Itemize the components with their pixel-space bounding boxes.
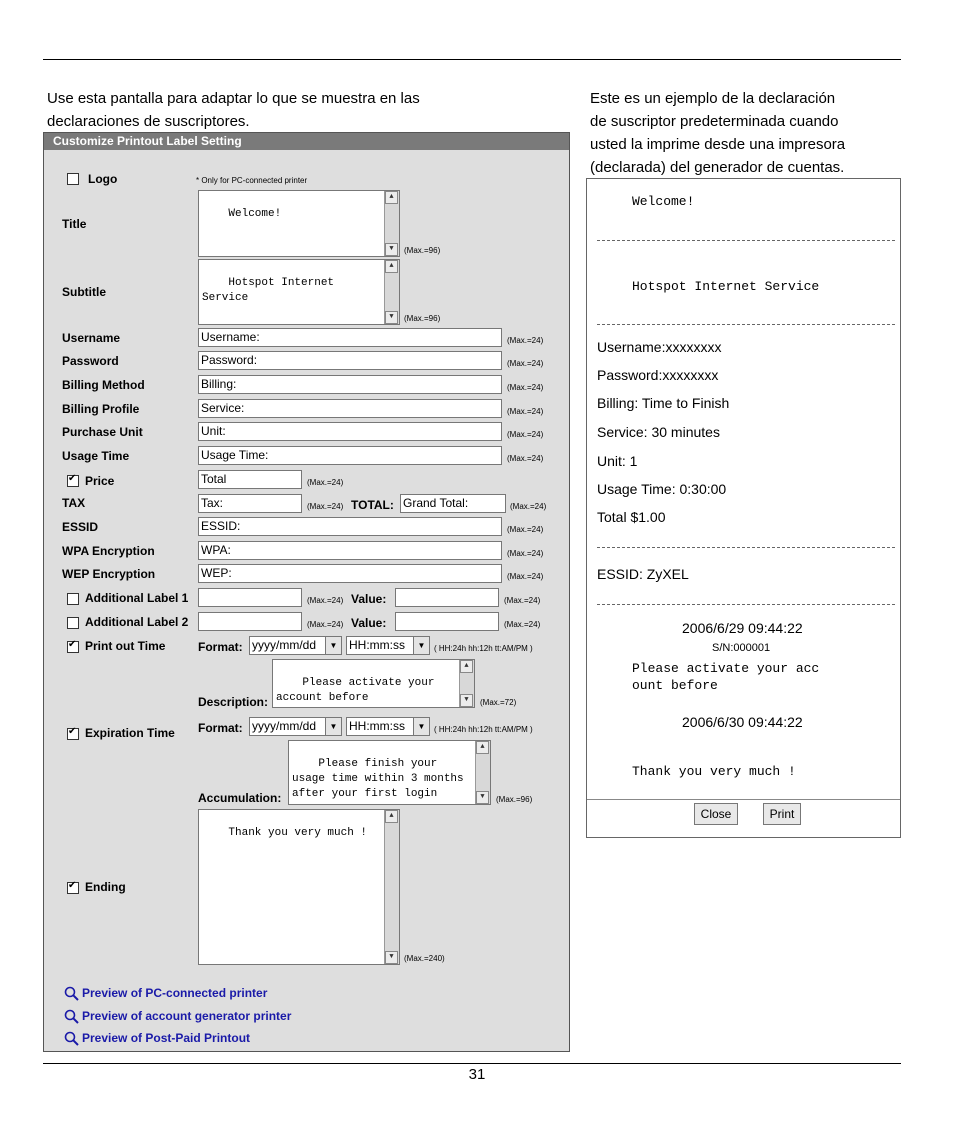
- subtitle-scrollbar[interactable]: [384, 260, 399, 324]
- magnifier-icon[interactable]: [64, 986, 79, 1001]
- sample-password: Password:xxxxxxxx: [597, 367, 719, 383]
- wep-encryption-input[interactable]: WEP:: [198, 564, 502, 583]
- sample-print-time: 2006/6/29 09:44:22: [682, 620, 803, 636]
- sample-service: Service: 30 minutes: [597, 424, 720, 440]
- description-textarea[interactable]: [272, 659, 475, 708]
- scroll-down-icon[interactable]: ▼: [385, 951, 398, 964]
- tax-input[interactable]: Tax:: [198, 494, 302, 513]
- usage-time-max: (Max.=24): [507, 454, 544, 463]
- expiration-date-format-value: yyyy/mm/dd: [252, 719, 317, 733]
- divider: [597, 604, 895, 605]
- chevron-down-icon[interactable]: ▼: [325, 718, 341, 735]
- sample-essid: ESSID: ZyXEL: [597, 566, 689, 582]
- additional-label-1-label: Additional Label 1: [85, 591, 189, 605]
- sample-unit: Unit: 1: [597, 453, 638, 469]
- chevron-down-icon[interactable]: ▼: [325, 637, 341, 654]
- purchase-unit-label: Purchase Unit: [62, 425, 143, 439]
- preview-post-paid-link[interactable]: Preview of Post-Paid Printout: [82, 1031, 251, 1045]
- magnifier-icon[interactable]: [64, 1009, 79, 1024]
- password-max: (Max.=24): [507, 359, 544, 368]
- title-textarea-value: Welcome!: [228, 208, 282, 220]
- additional-label-1-input[interactable]: [198, 588, 302, 607]
- divider: [597, 324, 895, 325]
- wpa-encryption-input[interactable]: WPA:: [198, 541, 502, 560]
- accumulation-max: (Max.=96): [496, 795, 533, 804]
- intro-left-line-1: Use esta pantalla para adaptar lo que se muestra en las: [47, 90, 420, 107]
- logo-note: * Only for PC-connected printer: [196, 176, 308, 185]
- logo-label: Logo: [88, 172, 118, 186]
- billing-method-max: (Max.=24): [507, 383, 544, 392]
- accumulation-textarea[interactable]: [288, 740, 491, 805]
- expiration-date-format-select[interactable]: [249, 717, 342, 736]
- billing-profile-max: (Max.=24): [507, 407, 544, 416]
- wep-encryption-label: WEP Encryption: [62, 567, 156, 581]
- additional-label-2-checkbox[interactable]: [67, 617, 79, 629]
- scroll-down-icon[interactable]: ▼: [460, 694, 473, 707]
- total-max: (Max.=24): [510, 502, 547, 511]
- additional-value-1-max: (Max.=24): [504, 596, 541, 605]
- customize-printout-panel: [43, 132, 570, 1052]
- sample-usage-time: Usage Time: 0:30:00: [597, 481, 727, 497]
- divider: [597, 240, 895, 241]
- description-label: Description:: [198, 695, 269, 709]
- billing-profile-label: Billing Profile: [62, 402, 140, 416]
- ending-checkbox[interactable]: [67, 882, 79, 894]
- expiration-time-label: Expiration Time: [85, 726, 175, 740]
- magnifier-icon[interactable]: [64, 1031, 79, 1046]
- billing-method-input[interactable]: Billing:: [198, 375, 502, 394]
- ending-max: (Max.=240): [404, 954, 445, 963]
- additional-value-1-label: Value:: [351, 592, 387, 606]
- sample-subtitle: Hotspot Internet Service: [632, 279, 820, 294]
- chevron-down-icon[interactable]: ▼: [413, 718, 429, 735]
- sample-billing: Billing: Time to Finish: [597, 395, 730, 411]
- username-label: Username: [62, 331, 121, 345]
- purchase-unit-input[interactable]: Unit:: [198, 422, 502, 441]
- title-label: Title: [62, 217, 87, 231]
- additional-value-2-input[interactable]: [395, 612, 499, 631]
- intro-right-line-2: de suscriptor predeterminada cuando: [590, 113, 839, 130]
- additional-label-1-max: (Max.=24): [307, 596, 344, 605]
- username-max: (Max.=24): [507, 336, 544, 345]
- billing-profile-input[interactable]: Service:: [198, 399, 502, 418]
- essid-input[interactable]: ESSID:: [198, 517, 502, 536]
- sample-activate-line-1: Please activate your acc: [632, 661, 820, 676]
- title-scrollbar[interactable]: [384, 191, 399, 256]
- wpa-encryption-label: WPA Encryption: [62, 544, 155, 558]
- tax-label: TAX: [62, 496, 86, 510]
- additional-label-2-max: (Max.=24): [307, 620, 344, 629]
- purchase-unit-max: (Max.=24): [507, 430, 544, 439]
- intro-right: [590, 87, 845, 179]
- usage-time-label: Usage Time: [62, 449, 130, 463]
- price-input[interactable]: Total: [198, 470, 302, 489]
- print-time-format-value: HH:mm:ss: [349, 638, 405, 652]
- sample-button-bar: [587, 799, 900, 800]
- print-format-label: Format:: [198, 640, 243, 654]
- title-max: (Max.=96): [404, 246, 441, 255]
- scroll-up-icon[interactable]: ▲: [460, 660, 473, 673]
- sample-expire-time: 2006/6/30 09:44:22: [682, 714, 803, 730]
- subtitle-max: (Max.=96): [404, 314, 441, 323]
- password-input[interactable]: Password:: [198, 351, 502, 370]
- divider: [597, 547, 895, 548]
- price-checkbox[interactable]: [67, 475, 79, 487]
- additional-label-2-input[interactable]: [198, 612, 302, 631]
- subtitle-textarea[interactable]: [198, 259, 400, 325]
- description-scrollbar[interactable]: [459, 660, 474, 707]
- sample-serial: S/N:000001: [712, 642, 771, 654]
- ending-textarea[interactable]: [198, 809, 400, 965]
- additional-value-2-max: (Max.=24): [504, 620, 541, 629]
- username-input[interactable]: Username:: [198, 328, 502, 347]
- billing-method-label: Billing Method: [62, 378, 145, 392]
- subtitle-label: Subtitle: [62, 285, 106, 299]
- additional-label-2-label: Additional Label 2: [85, 615, 189, 629]
- total-label: TOTAL:: [351, 498, 394, 512]
- print-out-time-label: Print out Time: [85, 639, 166, 653]
- usage-time-input[interactable]: Usage Time:: [198, 446, 502, 465]
- print-out-time-checkbox[interactable]: [67, 641, 79, 653]
- description-textarea-value: Please activate your account before: [276, 677, 442, 704]
- sample-username: Username:xxxxxxxx: [597, 339, 722, 355]
- scroll-up-icon[interactable]: ▲: [476, 741, 489, 754]
- preview-account-generator-link[interactable]: Preview of account generator printer: [82, 1009, 292, 1023]
- chevron-down-icon[interactable]: ▼: [413, 637, 429, 654]
- scroll-down-icon[interactable]: ▼: [476, 791, 489, 804]
- sample-activate-line-2: ount before: [632, 678, 718, 693]
- essid-label: ESSID: [62, 520, 99, 534]
- sample-thanks: Thank you very much !: [632, 764, 796, 779]
- description-max: (Max.=72): [480, 698, 517, 707]
- accumulation-label: Accumulation:: [198, 791, 282, 805]
- sample-welcome: Welcome!: [632, 194, 695, 209]
- intro-left-line-2: declaraciones de suscriptores.: [47, 113, 250, 130]
- intro-right-line-4: (declarada) del generador de cuentas.: [590, 159, 845, 176]
- scroll-down-icon[interactable]: ▼: [385, 311, 398, 324]
- top-rule: [43, 59, 901, 60]
- print-date-format-value: yyyy/mm/dd: [252, 638, 317, 652]
- price-max: (Max.=24): [307, 478, 344, 487]
- expiration-time-format-value: HH:mm:ss: [349, 719, 405, 733]
- essid-max: (Max.=24): [507, 525, 544, 534]
- logo-checkbox[interactable]: [67, 173, 79, 185]
- title-textarea[interactable]: [198, 190, 400, 257]
- scroll-up-icon[interactable]: ▲: [385, 810, 398, 823]
- sample-total: Total $1.00: [597, 509, 666, 525]
- wep-encryption-max: (Max.=24): [507, 572, 544, 581]
- print-date-format-select[interactable]: [249, 636, 342, 655]
- page-number: 31: [468, 1066, 486, 1083]
- additional-value-1-input[interactable]: [395, 588, 499, 607]
- ending-scrollbar[interactable]: [384, 810, 399, 964]
- total-input[interactable]: Grand Total:: [400, 494, 506, 513]
- preview-pc-printer-link[interactable]: Preview of PC-connected printer: [82, 986, 268, 1000]
- panel-title: Customize Printout Label Setting: [44, 133, 569, 150]
- intro-right-line-3: usted la imprime desde una impresora: [590, 136, 846, 153]
- close-button[interactable]: Close: [694, 803, 738, 825]
- accumulation-scrollbar[interactable]: [475, 741, 490, 804]
- scroll-up-icon[interactable]: ▲: [385, 260, 398, 273]
- password-label: Password: [62, 354, 119, 368]
- intro-right-line-1: Este es un ejemplo de la declaración: [590, 90, 836, 107]
- print-button[interactable]: Print: [763, 803, 801, 825]
- intro-left: [47, 87, 420, 133]
- additional-label-1-checkbox[interactable]: [67, 593, 79, 605]
- tax-max: (Max.=24): [307, 502, 344, 511]
- scroll-down-icon[interactable]: ▼: [385, 243, 398, 256]
- subtitle-textarea-value: Hotspot Internet Service: [202, 277, 341, 304]
- print-time-format-select[interactable]: [346, 636, 430, 655]
- expiration-time-hint: ( HH:24h hh:12h tt:AM/PM ): [434, 725, 533, 734]
- price-label: Price: [85, 474, 115, 488]
- accumulation-textarea-value: Please finish your usage time within 3 months after your first login: [292, 758, 471, 800]
- additional-value-2-label: Value:: [351, 616, 387, 630]
- scroll-up-icon[interactable]: ▲: [385, 191, 398, 204]
- expiration-time-checkbox[interactable]: [67, 728, 79, 740]
- expiration-format-label: Format:: [198, 721, 243, 735]
- wpa-encryption-max: (Max.=24): [507, 549, 544, 558]
- ending-label: Ending: [85, 880, 126, 894]
- bottom-rule: [43, 1063, 901, 1064]
- ending-textarea-value: Thank you very much !: [228, 827, 368, 839]
- expiration-time-format-select[interactable]: [346, 717, 430, 736]
- print-time-hint: ( HH:24h hh:12h tt:AM/PM ): [434, 644, 533, 653]
- sample-printout: [586, 178, 901, 838]
